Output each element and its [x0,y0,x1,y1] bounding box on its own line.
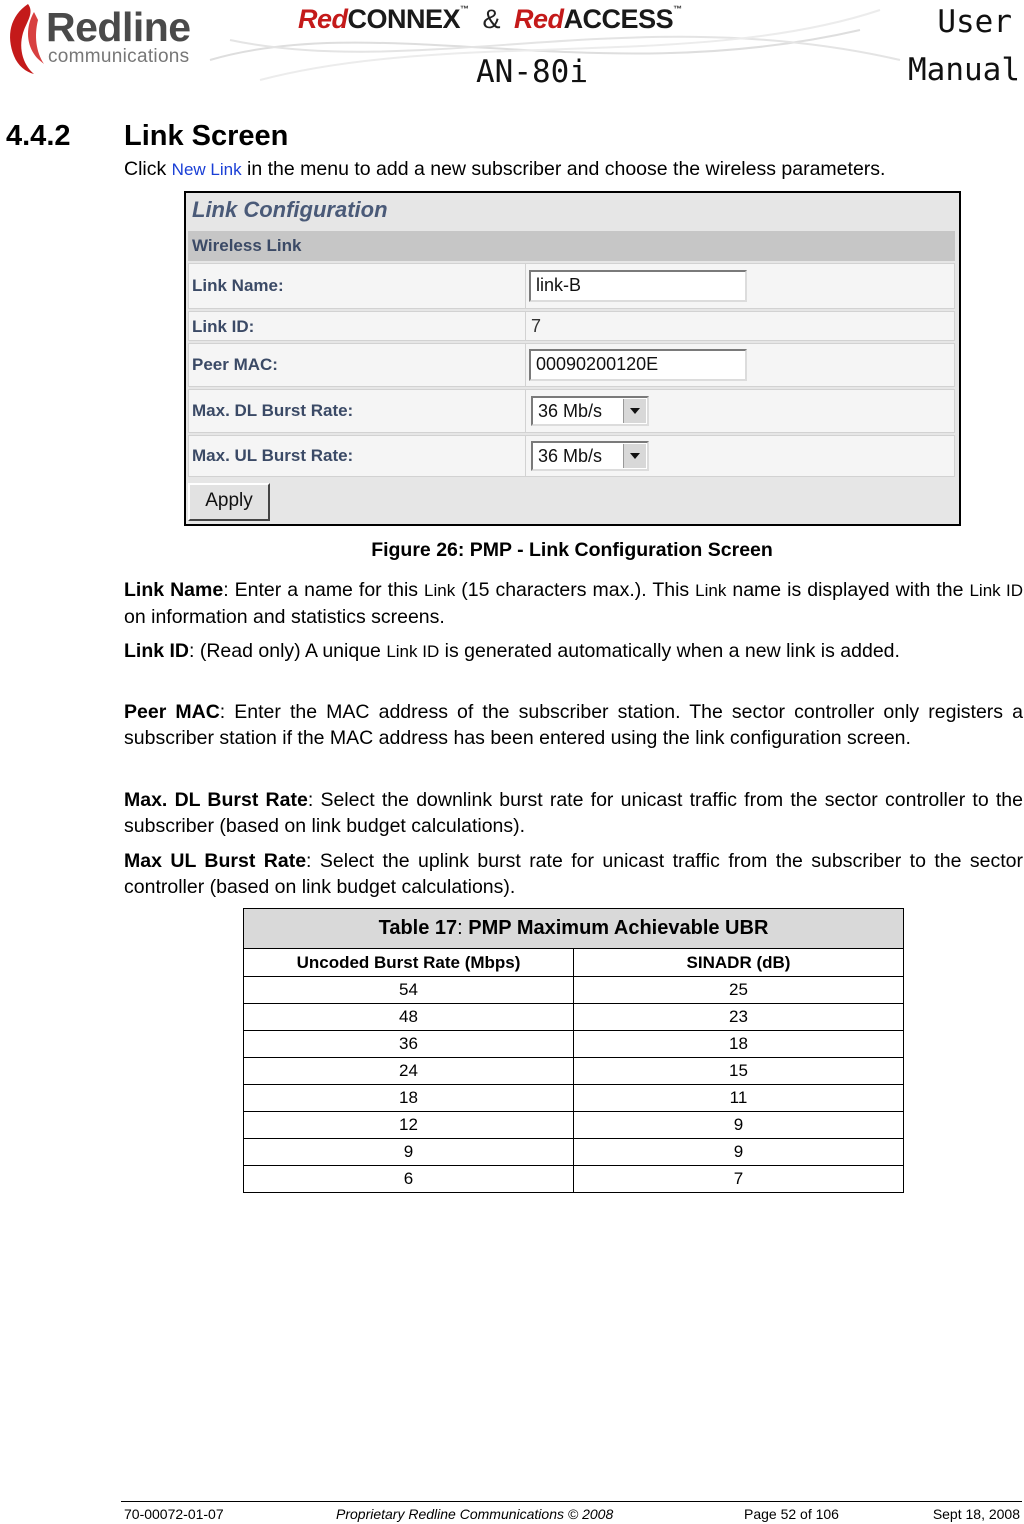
para-max-dl [124,787,1023,839]
section-title: Link Screen [124,120,289,152]
table-title: PMP Maximum Achievable UBR [468,917,769,939]
max-dl-burst-label: Max. DL Burst Rate: [192,401,354,420]
table-cell: 18 [244,1085,574,1112]
table-cell: 9 [574,1139,904,1166]
table-row [244,1058,904,1085]
max-dl-burst-select[interactable] [531,396,649,426]
para-text: (15 characters max.). This [455,579,696,601]
section-intro [124,158,885,181]
para-text: on information and statistics screens. [124,606,445,628]
row-divider [525,264,526,308]
row-divider [525,344,526,386]
term-max-dl-burst: Max. DL Burst Rate [124,789,308,811]
brand-1-red-part: Red [298,4,348,34]
table-cell: 9 [244,1139,574,1166]
table-caption-sep: : [457,917,469,939]
table-cell: 24 [244,1058,574,1085]
dropdown-arrow-icon[interactable] [623,399,646,423]
table-row [244,1139,904,1166]
table-number: Table 17 [378,917,458,939]
max-ul-burst-select[interactable] [531,441,649,471]
link-id-label: Link ID: [192,317,255,336]
table-cell: 9 [574,1112,904,1139]
max-dl-burst-value: 36 Mb/s [538,401,603,421]
intro-text-pre: Click [124,158,172,180]
table-row [244,1112,904,1139]
page-header [0,0,1024,100]
para-peer-mac [124,699,1023,751]
table-row [244,1031,904,1058]
doc-title-line-2: Manual [908,52,1020,88]
inline-field-ref: Link [695,581,727,600]
table-row [244,1166,904,1193]
trademark-icon: ™ [673,4,682,14]
table-header-burst-rate: Uncoded Burst Rate (Mbps) [244,949,574,977]
term-link-id: Link ID [124,640,190,662]
para-text: name is displayed with the [726,579,970,601]
link-name-label: Link Name: [192,276,284,295]
link-configuration-screenshot [184,191,961,526]
figure-caption: Figure 26: PMP - Link Configuration Screen [371,539,773,561]
table-header-sinadr: SINADR (dB) [574,949,904,977]
term-peer-mac: Peer MAC [124,701,220,723]
new-link-menu-reference: New Link [171,160,242,179]
inline-field-ref: Link [424,581,456,600]
link-id-value: 7 [531,316,542,336]
table-cell: 11 [574,1085,904,1112]
footer-rule [121,1501,1022,1502]
intro-text-post: in the menu to add a new subscriber and choose the wireless parameters. [241,158,886,180]
product-brands [298,4,682,35]
row-divider [525,312,526,340]
ubr-table [243,908,904,1193]
logo-tagline: communications [48,46,190,67]
para-max-ul [124,848,1023,900]
table-cell: 25 [574,977,904,1004]
screenshot-title: Link Configuration [192,197,388,222]
para-text: : Enter a name for this [223,579,425,601]
footer-doc-number: 70-00072-01-07 [124,1506,224,1522]
table-cell: 36 [244,1031,574,1058]
inline-field-ref: Link ID [386,642,440,661]
max-dl-burst-row [188,389,955,433]
table-caption [244,909,904,949]
brand-2-red-part: Red [514,4,564,34]
table-cell: 6 [244,1166,574,1193]
apply-button[interactable]: Apply [188,483,270,521]
max-ul-burst-value: 36 Mb/s [538,446,603,466]
table-cell: 48 [244,1004,574,1031]
row-divider [525,436,526,476]
max-ul-burst-label: Max. UL Burst Rate: [192,446,354,465]
doc-title-line-1: User [937,4,1012,40]
footer-page-number: Page 52 of 106 [744,1506,839,1522]
logo-wordmark: Redline [46,4,191,50]
table-cell: 23 [574,1004,904,1031]
table-row [244,1085,904,1112]
peer-mac-row [188,343,955,387]
term-link-name: Link Name [124,579,224,601]
link-name-input[interactable]: link-B [529,270,747,302]
brand-ampersand: & [482,4,501,34]
para-text: : Select the uplink burst rate for unicast traffic from the subscriber to the sector controller (based on link budget calculations). [124,850,1024,898]
para-text: : Enter the MAC address of the subscriber station. The sector controller only registers a subscriber station if the MAC address has been entered using the link configuration screen. [124,701,1023,749]
para-link-name [124,577,1023,630]
footer-copyright: Proprietary Redline Communications © 2008 [336,1506,614,1522]
footer-date: Sept 18, 2008 [932,1506,1020,1522]
row-divider [525,390,526,432]
wireless-link-label: Wireless Link [192,236,302,255]
dropdown-arrow-icon[interactable] [623,444,646,468]
peer-mac-label: Peer MAC: [192,355,278,374]
inline-field-ref: Link ID [969,581,1023,600]
para-link-id [124,638,1023,665]
table-cell: 18 [574,1031,904,1058]
wireless-link-band [188,231,955,261]
product-model: AN-80i [476,54,588,90]
para-text: : (Read only) A unique [189,640,387,662]
para-text: : Select the downlink burst rate for unicast traffic from the sector controller to the subscriber (based on link budget calculations). [124,789,1023,837]
term-max-ul-burst: Max UL Burst Rate [124,850,307,872]
brand-1-dark-part: CONNEX [347,4,461,34]
table-cell: 54 [244,977,574,1004]
link-name-row [188,263,955,309]
table-cell: 12 [244,1112,574,1139]
redline-logo [4,2,214,76]
redline-flame-icon [4,2,48,76]
table-cell: 15 [574,1058,904,1085]
table-cell: 7 [574,1166,904,1193]
link-id-row [188,311,955,341]
trademark-icon: ™ [460,4,469,14]
section-number: 4.4.2 [6,120,71,152]
para-text: is generated automatically when a new link is added. [439,640,900,662]
table-row [244,1004,904,1031]
max-ul-burst-row [188,435,955,477]
brand-2-dark-part: ACCESS [563,4,674,34]
table-row [244,977,904,1004]
peer-mac-input[interactable]: 00090200120E [529,349,747,381]
